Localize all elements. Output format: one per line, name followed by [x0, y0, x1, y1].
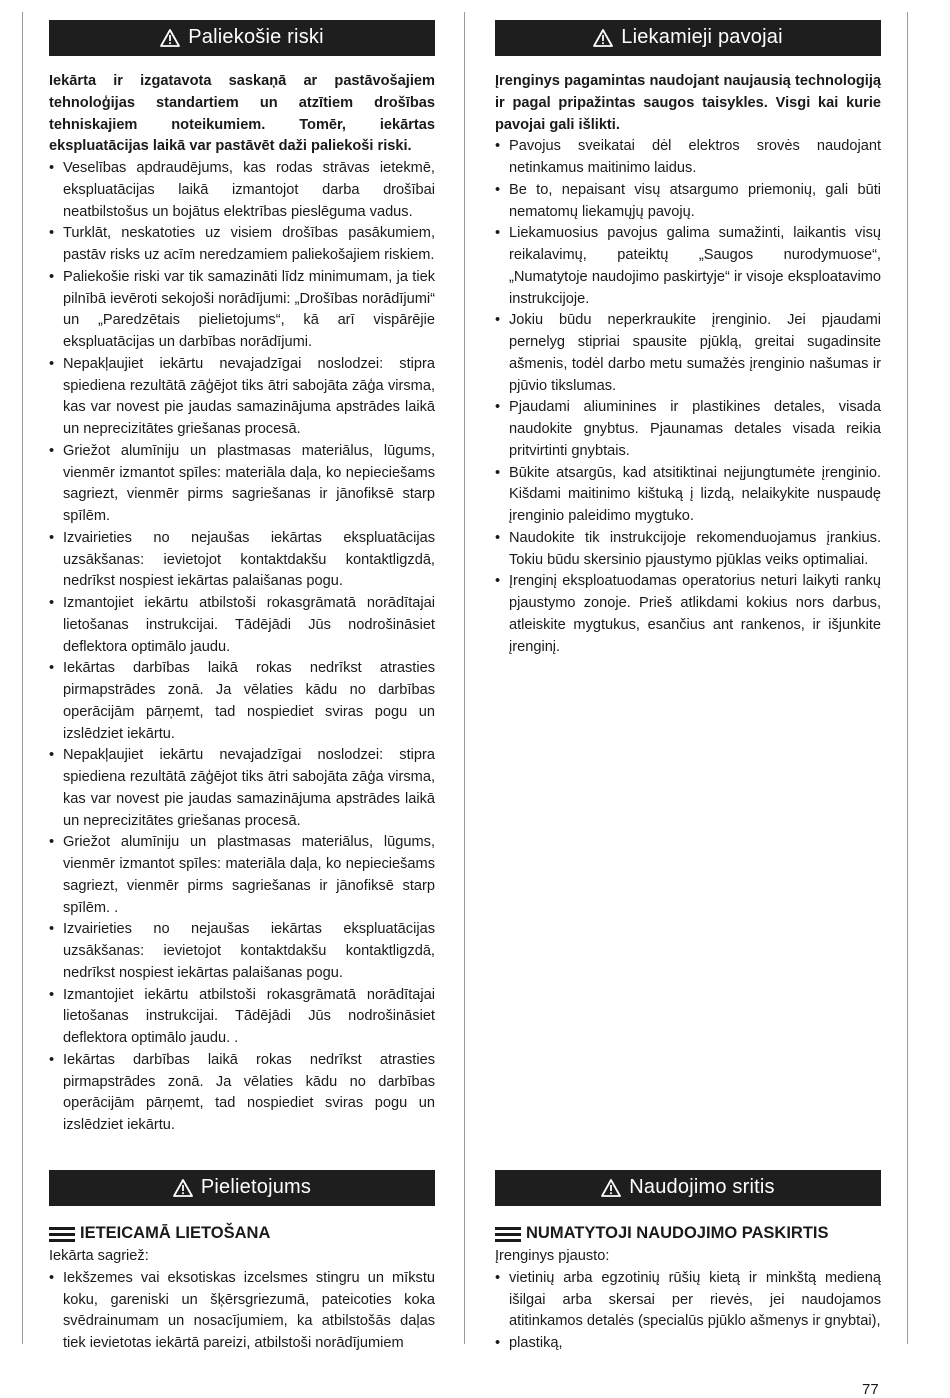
subsection-title: IETEICAMĀ LIETOŠANA: [80, 1224, 271, 1243]
section-header-naudojimo-sritis: [495, 1170, 881, 1206]
section-title: Liekamieji pavojai: [621, 26, 783, 49]
risk-list: [49, 158, 435, 1137]
usage-lead: Iekārta sagriež:: [49, 1248, 149, 1264]
warning-triangle-icon: [601, 1178, 621, 1198]
list-item: • Izmantojiet iekārtu atbilstoši rokasgrāmatā norādītajai lietošanas instrukcijai. Tādējādi Jūs nodrošināsiet deflektora optimālo jaudu.: [49, 593, 435, 658]
list-item: • Iekšzemes vai eksotiskas izcelsmes stingru un mīkstu koku, gareniski un šķērsgriezumā, pateicoties koka svēdrainumam un nosacījumiem, ka atbilstošās daļas tiek ievietotas iekārtā pareizi, atbilstoši norādījumiem: [49, 1268, 435, 1355]
list-item: • Izvairieties no nejaušas iekārtas ekspluatācijas uzsākšanas: ievietojot kontaktdakšu kontaktligzdā, nedrīkst nospiest iekārtas palaišanas pogu.: [49, 919, 435, 984]
right-column: [495, 20, 881, 658]
section-header-paliekosie-riski: [49, 20, 435, 56]
list-item: • vietinių arba egzotinių rūšių kietą ir minkštą medieną išilgai arba skersai per rievės, jei naudojamos atitinkamos detalės (specialūs pjūklo ašmenys ir gnybtai),: [495, 1268, 881, 1333]
list-item: • Nepakļaujiet iekārtu nevajadzīgai noslodzei: stipra spiediena rezultātā zāģējot tiks ātri sabojāta zāģa virsma, kas var novest pie jaudas samazinājuma apstrādes laikā un neprecizitātes griešanas procesā.: [49, 354, 435, 441]
page-number: 77: [862, 1381, 879, 1398]
section-intro: Iekārta ir izgatavota saskaņā ar pastāvošajiem tehnoloģijas standartiem un atzītiem drošības tehniskajiem noteikumiem. Tomēr, iekārtas ekspluatācijas laikā var pastāvēt daži paliekoši riski.: [49, 73, 435, 155]
usage-list: [495, 1268, 881, 1355]
list-item: • Griežot alumīniju un plastmasas materiālus, lūgums, vienmēr izmantot spīles: materiāla daļa, ko nepieciešams sagriezt, vienmēr pirms sagriešanas ir jānofiksē starp spīlēm. .: [49, 832, 435, 919]
list-item: • Be to, nepaisant visų atsargumo priemonių, gali būti nematomų liekamųjų pavojų.: [495, 180, 881, 224]
hamburger-lines-icon: [49, 1226, 75, 1242]
list-item: • Turklāt, neskatoties uz visiem drošības pasākumiem, pastāv risks uz acīm neredzamiem paliekošajiem riskiem.: [49, 223, 435, 267]
list-item: • Izvairieties no nejaušas iekārtas ekspluatācijas uzsākšanas: ievietojot kontaktdakšu kontaktligzdā, nedrīkst nospiest iekārtas palaišanas pogu.: [49, 528, 435, 593]
list-item: • Griežot alumīniju un plastmasas materiālus, lūgums, vienmēr izmantot spīles: materiāla daļa, ko nepieciešams sagriezt, vienmēr pirms sagriešanas ir jānofiksē starp spīlēm.: [49, 441, 435, 528]
list-item: • Izmantojiet iekārtu atbilstoši rokasgrāmatā norādītajai lietošanas instrukcijai. Tādējādi Jūs nodrošināsiet deflektora optimālo jaudu. .: [49, 985, 435, 1050]
subsection-title: NUMATYTOJI NAUDOJIMO PASKIRTIS: [526, 1224, 829, 1243]
list-item: • Paliekošie riski var tik samazināti līdz minimumam, ja tiek pilnībā ievēroti sekojoši norādījumi: „Drošības norādījumi“ un „Paredzētais pielietojums“, kā arī vispārējie ekspluatācijas un darbības norādījumi.: [49, 267, 435, 354]
list-item: • Įrenginį eksploatuodamas operatorius neturi laikyti rankų pjaustymo zonoje. Prieš atlikdami kokius nors darbus, atleiskite mygtukus, esančius ant rankenos, ir išjunkite įrenginį.: [495, 571, 881, 658]
subsection-heading: [495, 1222, 881, 1246]
section-title: Paliekošie riski: [188, 26, 324, 49]
usage-lead: Įrenginys pjausto:: [495, 1248, 610, 1264]
section-title: Naudojimo sritis: [629, 1176, 775, 1199]
hamburger-lines-icon: [495, 1226, 521, 1242]
list-item: • Pjaudami aliuminines ir plastikines detales, visada naudokite gnybtus. Pjaunamas detales visada reikia pritvirtinti gnybtais.: [495, 397, 881, 462]
list-item: • plastiką,: [495, 1333, 881, 1355]
center-column-rule: [464, 12, 465, 1344]
list-item: • Nepakļaujiet iekārtu nevajadzīgai noslodzei: stipra spiediena rezultātā zāģējot tiks ātri sabojāta zāģa virsma, kas var novest pie jaudas samazinājuma apstrādes laikā un neprecizitātes griešanas procesā.: [49, 745, 435, 832]
left-margin-rule: [22, 12, 23, 1344]
warning-triangle-icon: [173, 1178, 193, 1198]
list-item: • Jokiu būdu neperkraukite įrenginio. Jei pjaudami pernelyg stipriai spausite pjūklą, greitai sugadinsite ašmenis, todėl darbo metu sumažės įrenginio našumas ir pjūvio tikslumas.: [495, 310, 881, 397]
list-item: • Būkite atsargūs, kad atsitiktinai neįjungtumėte įrenginio. Kišdami maitinimo kištuką į lizdą, nelaikykite nuspaudę įrenginio paleidimo mygtuko.: [495, 463, 881, 528]
section-title: Pielietojums: [200, 1176, 312, 1199]
list-item: • Pavojus sveikatai dėl elektros srovės naudojant netinkamus maitinimo laidus.: [495, 136, 881, 180]
right-usage-section: [495, 1170, 881, 1355]
section-intro: Įrenginys pagamintas naudojant naujausią technologiją ir pagal pripažintas saugos taisykles. Visgi kai kurie pavojai gali išlikti.: [495, 73, 881, 133]
list-item: • Veselības apdraudējums, kas rodas strāvas ietekmē, ekspluatācijas laikā izmantojot darba drošībai neatbilstošus un bojātus elektrības pieslēguma vadus.: [49, 158, 435, 223]
warning-triangle-icon: [593, 28, 613, 48]
list-item: • Liekamuosius pavojus galima sumažinti, laikantis visų reikalavimų, pateiktų „Saugos nurodymuose“, „Numatytoje naudojimo paskirtyje“ ir visoje eksploatavimo instrukcijoje.: [495, 223, 881, 310]
left-column: [49, 20, 435, 1137]
list-item: • Iekārtas darbības laikā rokas nedrīkst atrasties pirmapstrādes zonā. Ja vēlaties kādu no darbības operācijām pārņemt, tad nospiediet sviras pogu un izslēdziet iekārtu.: [49, 658, 435, 745]
section-header-liekamieji-pavojai: [495, 20, 881, 56]
subsection-heading: [49, 1222, 435, 1246]
left-usage-section: [49, 1170, 435, 1355]
right-margin-rule: [907, 12, 908, 1344]
section-header-pielietojums: [49, 1170, 435, 1206]
risk-list: [495, 136, 881, 658]
list-item: • Iekārtas darbības laikā rokas nedrīkst atrasties pirmapstrādes zonā. Ja vēlaties kādu no darbības operācijām pārņemt, tad nospiediet sviras pogu un izslēdziet iekārtu.: [49, 1050, 435, 1137]
warning-triangle-icon: [160, 28, 180, 48]
usage-list: [49, 1268, 435, 1355]
list-item: • Naudokite tik instrukcijoje rekomenduojamus įrankius. Tokiu būdu skersinio pjaustymo pjūklas veiks optimaliai.: [495, 528, 881, 572]
